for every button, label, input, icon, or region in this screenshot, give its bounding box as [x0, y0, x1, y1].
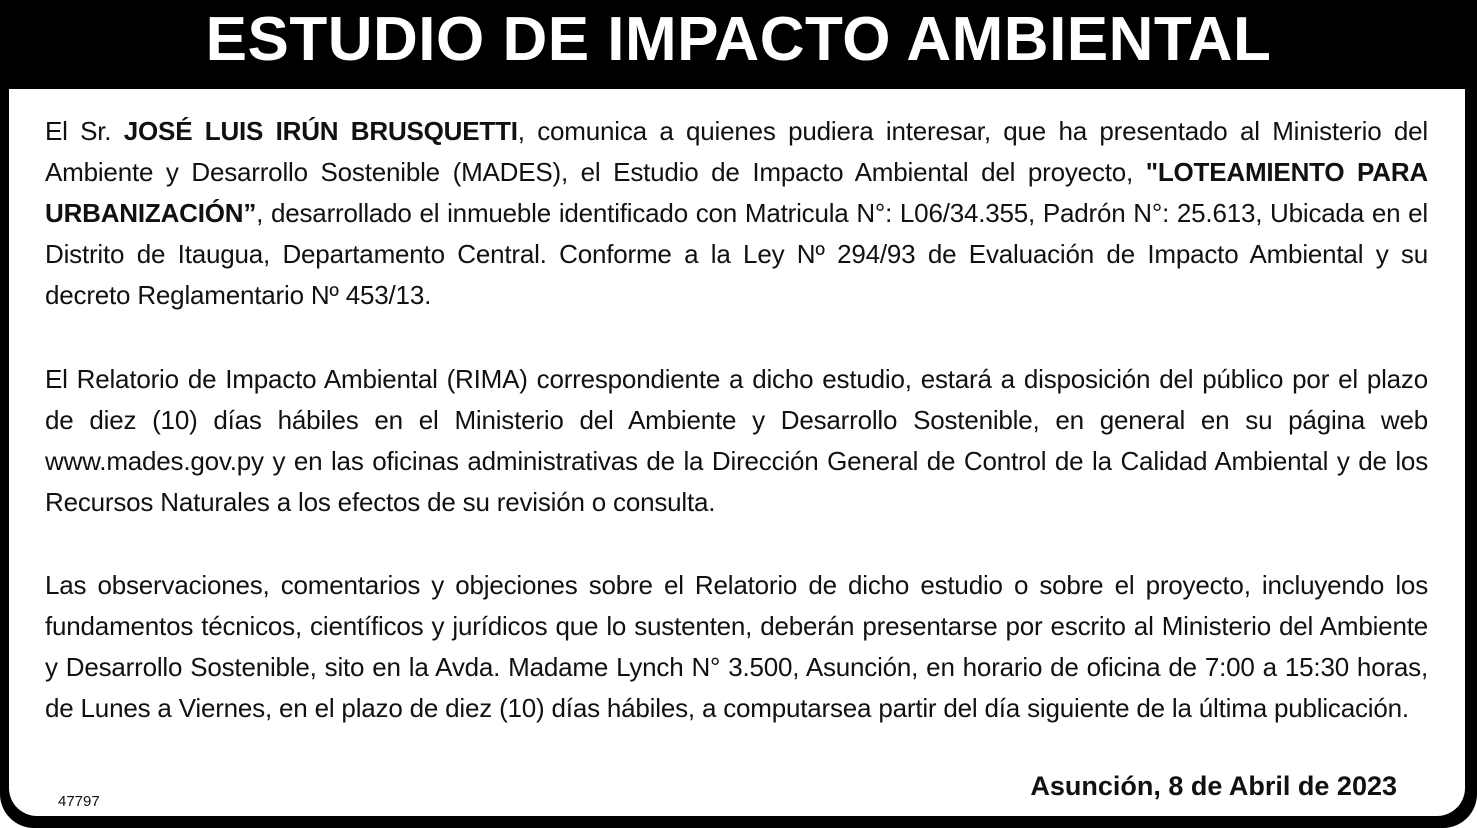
property-details-text: , desarrollado el inmueble identificado con Matricula N°: L06/34.355, Padrón N°: 25.613, Ubicada en el Distrito de Itaugua, Departamento Central. Conforme a la Ley Nº 294/93 de Evaluación de Impacto Ambiental y su decreto Reglamentario Nº 453/13. — [45, 198, 1428, 310]
ad-code: 47797 — [58, 793, 100, 810]
intro-text: El Sr. — [45, 116, 124, 146]
notice-body — [9, 89, 1465, 816]
person-name: JOSÉ LUIS IRÚN BRUSQUETTI — [123, 116, 518, 146]
paragraph-rima-availability: El Relatorio de Impacto Ambiental (RIMA) correspondiente a dicho estudio, estará a disposición del público por el plazo de diez (10) días hábiles en el Ministerio del Ambiente y Desarrollo Sostenible, en general en su página web www.mades.gov.py y en las oficinas administrativas de la Dirección General de Control de la Calidad Ambiental y de los Recursos Naturales a los efectos de su revisión o consulta. — [45, 364, 1428, 517]
paragraph-project-announcement — [45, 111, 1428, 316]
notice-title: ESTUDIO DE IMPACTO AMBIENTAL — [205, 5, 1272, 74]
project-name: "LOTEAMIENTO PARA URBANIZACIÓN” — [45, 157, 1428, 228]
place-date-signature: Asunción, 8 de Abril de 2023 — [1030, 771, 1397, 801]
announcement-text: , comunica a quienes pudiera interesar, que ha presentado al Ministerio del Ambiente y Desarrollo Sostenible (MADES), el Estudio de Impacto Ambiental del proyecto, — [45, 116, 1428, 187]
paragraph-observations: Las observaciones, comentarios y objeciones sobre el Relatorio de dicho estudio o sobre el proyecto, incluyendo los fundamentos técnicos, científicos y jurídicos que lo sustenten, deberán presentarse por escrito al Ministerio del Ambiente y Desarrollo Sostenible, sito en la Avda. Madame Lynch N° 3.500, Asunción, en horario de oficina de 7:00 a 15:30 horas, de Lunes a Viernes, en el plazo de diez (10) días hábiles, a computarsea partir del día siguiente de la última publicación. — [45, 570, 1428, 723]
